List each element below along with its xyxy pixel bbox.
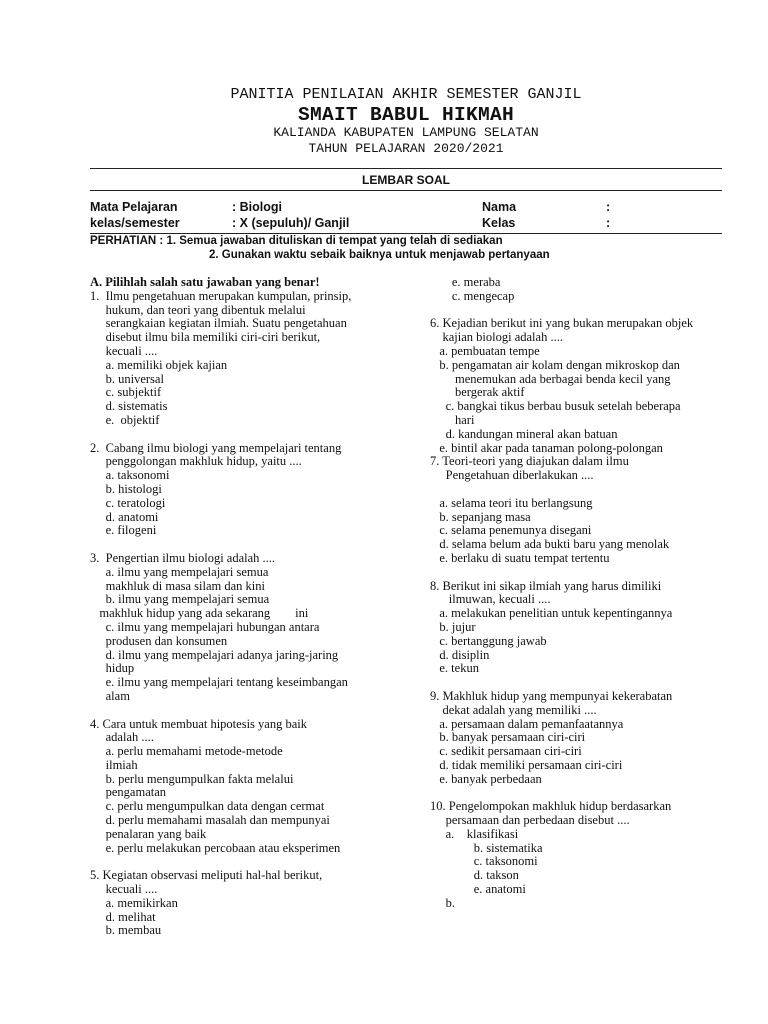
left-question-line: c. perlu mengumpulkan data dengan cermat [90,799,325,814]
left-question-line: a. perlu memahami metode-metode [90,744,283,759]
kelas-field[interactable]: : [606,216,611,230]
right-question-line: dekat adalah yang memiliki .... [430,702,597,717]
left-question-line: b. histologi [90,481,162,496]
left-question-line: alam [90,688,130,703]
sheet-title: LEMBAR SOAL [362,173,450,187]
kelas-label: Kelas [482,216,516,230]
right-question-line: e. berlaku di suatu tempat tertentu [430,550,610,565]
attention-line-1: PERHATIAN : 1. Semua jawaban dituliskan di tempat yang telah di sediakan [90,235,503,247]
line-spacer [90,704,420,718]
line-spacer [430,304,750,318]
line-spacer [90,855,420,869]
right-question-line: a. klasifikasi [430,826,519,841]
left-question-line: penggolongan makhluk hidup, yaitu .... [90,454,302,469]
right-question-line: d. disiplin [430,647,490,662]
right-question-line: c. selama penemunya disegani [430,523,592,538]
left-question-line: d. melihat [90,909,156,924]
line-spacer [430,786,750,800]
right-question-line: a. pembuatan tempe [430,343,540,358]
left-question-line: 5. Kegiatan observasi meliputi hal-hal berikut, [90,868,323,883]
school-location: KALIANDA KABUPATEN LAMPUNG SELATAN [273,125,539,140]
right-question-line: e. anatomi [430,882,526,897]
left-question-line: b. universal [90,371,164,386]
right-question-line: 9. Makhluk hidup yang mempunyai kekerabatan [430,688,673,703]
left-question-line: 3. Pengertian ilmu biologi adalah .... [90,550,276,565]
right-question-line: d. kandungan mineral akan batuan [430,426,618,441]
right-question-line: 7. Teori-teori yang diajukan dalam ilmu [430,454,629,469]
school-name: SMAIT BABUL HIKMAH [297,104,515,126]
right-question-line: c. bertanggung jawab [430,633,547,648]
left-question-line: b. perlu mengumpulkan fakta melalui [90,771,294,786]
right-question-line: bergerak aktif [430,385,525,400]
left-question-line: a. ilmu yang mempelajari semua [90,564,269,579]
left-question-line: penalaran yang baik [90,826,207,841]
left-question-line: e. objektif [90,412,160,427]
right-question-line: persamaan dan perbedaan disebut .... [430,813,630,828]
left-question-line: d. sistematis [90,399,168,414]
left-question-line: d. anatomi [90,509,159,524]
right-question-line: d. takson [430,868,519,883]
left-question-line: d. perlu memahami masalah dan mempunyai [90,813,330,828]
line-spacer [430,676,750,690]
line-spacer [90,538,420,552]
left-question-line: c. ilmu yang mempelajari hubungan antara [90,619,320,634]
right-question-line: Pengetahuan diberlakukan .... [430,468,594,483]
right-question-line: c. bangkai tikus berbau busuk setelah beberapa [430,399,681,414]
left-question-line: c. subjektif [90,385,162,400]
left-question-column [90,276,420,938]
right-question-line: 10. Pengelompokan makhluk hidup berdasarkan [430,799,672,814]
right-question-line: e. bintil akar pada tanaman polong-polongan [430,440,663,455]
left-question-line: 4. Cara untuk membuat hipotesis yang baik [90,716,307,731]
left-question-line: e. filogeni [90,523,157,538]
left-question-line: disebut ilmu bila memiliki ciri-ciri berikut, [90,330,321,345]
section-title: A. Pilihlah salah satu jawaban yang benar! [90,275,320,289]
divider-top [90,168,722,169]
right-question-line: a. selama teori itu berlangsung [430,495,593,510]
left-question-line: kecuali .... [90,343,158,358]
name-field[interactable]: : [606,200,611,214]
right-question-column [430,276,750,911]
divider-bottom [90,233,722,234]
subject-label: Mata Pelajaran [90,200,178,214]
committee-title: PANITIA PENILAIAN AKHIR SEMESTER GANJIL [230,86,582,103]
line-spacer [430,483,750,497]
right-question-line: d. selama belum ada bukti baru yang menolak [430,537,670,552]
left-question-line: hidup [90,661,135,676]
right-question-line: e. banyak perbedaan [430,771,542,786]
attention-line-2: 2. Gunakan waktu sebaik baiknya untuk menjawab pertanyaan [209,249,550,261]
right-question-line: e. tekun [430,661,479,676]
left-question-line: a. memikirkan [90,895,178,910]
left-question-line: b. ilmu yang mempelajari semua [90,592,270,607]
line-spacer [430,566,750,580]
left-question-line: makhluk hidup yang ada sekarang ini [90,606,309,621]
academic-year: TAHUN PELAJARAN 2020/2021 [308,141,504,156]
class-label: kelas/semester [90,216,180,230]
left-question-line: serangkaian kegiatan ilmiah. Suatu pengetahuan [90,316,347,331]
right-question-line: b. sepanjang masa [430,509,531,524]
left-question-line: 1. Ilmu pengetahuan merupakan kumpulan, prinsip, [90,288,352,303]
left-question-line: 2. Cabang ilmu biologi yang mempelajari tentang [90,440,342,455]
left-question-line: hukum, dan teori yang dibentuk melalui [90,302,306,317]
right-question-line: a. melakukan penelitian untuk kepentingannya [430,606,673,621]
right-question-line: b. [430,895,455,910]
right-question-line: c. sedikit persamaan ciri-ciri [430,744,582,759]
left-question-line: c. teratologi [90,495,166,510]
right-question-line: kajian biologi adalah .... [430,330,563,345]
name-label: Nama [482,200,517,214]
left-question-line: kecuali .... [90,882,158,897]
right-question-line: d. tidak memiliki persamaan ciri-ciri [430,757,623,772]
right-question-line: b. banyak persamaan ciri-ciri [430,730,586,745]
right-question-line: menemukan ada berbagai benda kecil yang [430,371,671,386]
right-question-line: ilmuwan, kecuali .... [430,592,551,607]
subject-value: : Biologi [232,200,282,214]
right-question-line: 8. Berikut ini sikap ilmiah yang harus dimiliki [430,578,662,593]
divider-middle [90,190,722,191]
left-question-line: ilmiah [90,757,138,772]
line-spacer [90,428,420,442]
left-question-line: pengamatan [90,785,167,800]
right-question-line: b. jujur [430,619,476,634]
right-question-line: a. persamaan dalam pemanfaatannya [430,716,624,731]
right-question-line: e. meraba [430,275,501,289]
left-question-line: a. taksonomi [90,468,170,483]
right-question-line: b. pengamatan air kolam dengan mikroskop dan [430,357,680,372]
right-question-line: c. taksonomi [430,854,538,869]
right-question-line: b. sistematika [430,840,543,855]
left-question-line: e. perlu melakukan percobaan atau eksperimen [90,840,341,855]
right-question-line: hari [430,412,475,427]
left-question-line: e. ilmu yang mempelajari tentang keseimbangan [90,675,348,690]
right-question-line: 6. Kejadian berikut ini yang bukan merupakan objek [430,316,694,331]
left-question-line: makhluk di masa silam dan kini [90,578,265,593]
left-question-line: b. membau [90,923,162,938]
left-question-line: adalah .... [90,730,154,745]
left-question-line: d. ilmu yang mempelajari adanya jaring-jaring [90,647,339,662]
class-value: : X (sepuluh)/ Ganjil [232,216,350,230]
left-question-line: a. memiliki objek kajian [90,357,228,372]
left-question-line: produsen dan konsumen [90,633,228,648]
right-question-line: c. mengecap [430,288,515,303]
